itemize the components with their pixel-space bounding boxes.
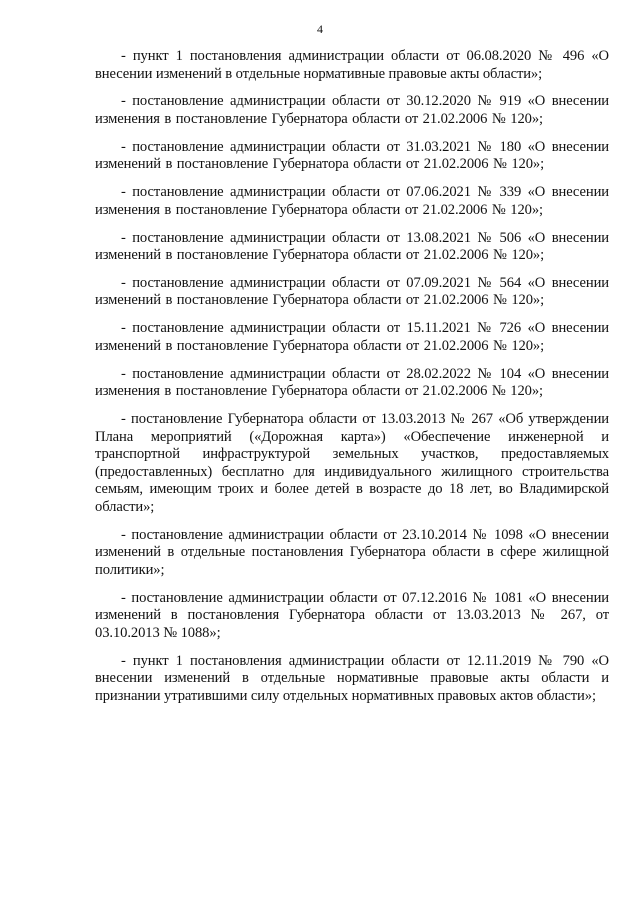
list-item: - постановление администрации области от 13.08.2021 № 506 «О внесении изменений в постановление Губернатора области от 21.02.2006 № 120»;: [95, 229, 609, 264]
list-item: - постановление администрации области от 15.11.2021 № 726 «О внесении изменений в постановление Губернатора области от 21.02.2006 № 120»;: [95, 320, 609, 354]
list-item: - постановление администрации области от 07.06.2021 № 339 «О внесении изменения в постановление Губернатора области от 21.02.2006 № 120»;: [95, 184, 609, 218]
list-item: - постановление администрации области от 23.10.2014 № 1098 «О внесении изменений в отдельные постановления Губернатора области в сфере жилищной политики»;: [95, 526, 609, 578]
list-item: - пункт 1 постановления администрации области от 12.11.2019 № 790 «О внесении изменений в отдельные нормативные правовые акты области и признании утратившими силу отдельных нормативных правовых актов области»;: [95, 652, 609, 704]
list-item: - постановление администрации области от 28.02.2022 № 104 «О внесении изменения в постановление Губернатора области от 21.02.2006 № 120»;: [95, 365, 609, 400]
list-item: - постановление администрации области от 07.12.2016 № 1081 «О внесении изменений в постановления Губернатора области от 13.03.2013 № 267, от 03.10.2013 № 1088»;: [95, 589, 609, 641]
list-item: - пункт 1 постановления администрации области от 06.08.2020 № 496 «О внесении изменений в отдельные нормативные правовые акты области»;: [95, 48, 609, 82]
list-item: - постановление администрации области от 30.12.2020 № 919 «О внесении изменения в постановление Губернатора области от 21.02.2006 № 120»;: [95, 93, 609, 127]
list-item: - постановление Губернатора области от 13.03.2013 № 267 «Об утверждении Плана мероприятий («Дорожная карта») «Обеспечение инженерной и транспортной инфраструктурой земельных участков, предоставляемых (предоставленных) бесплатно для индивидуального жилищного строительства семьям, имеющим троих и более детей в возрасте до 18 лет, во Владимирской области»;: [95, 411, 609, 515]
document-body: [95, 48, 609, 716]
page-number: 4: [317, 22, 323, 36]
list-item: - постановление администрации области от 31.03.2021 № 180 «О внесении изменений в постановление Губернатора области от 21.02.2006 № 120»;: [95, 138, 609, 173]
list-item: - постановление администрации области от 07.09.2021 № 564 «О внесении изменений в постановление Губернатора области от 21.02.2006 № 120»;: [95, 274, 609, 309]
